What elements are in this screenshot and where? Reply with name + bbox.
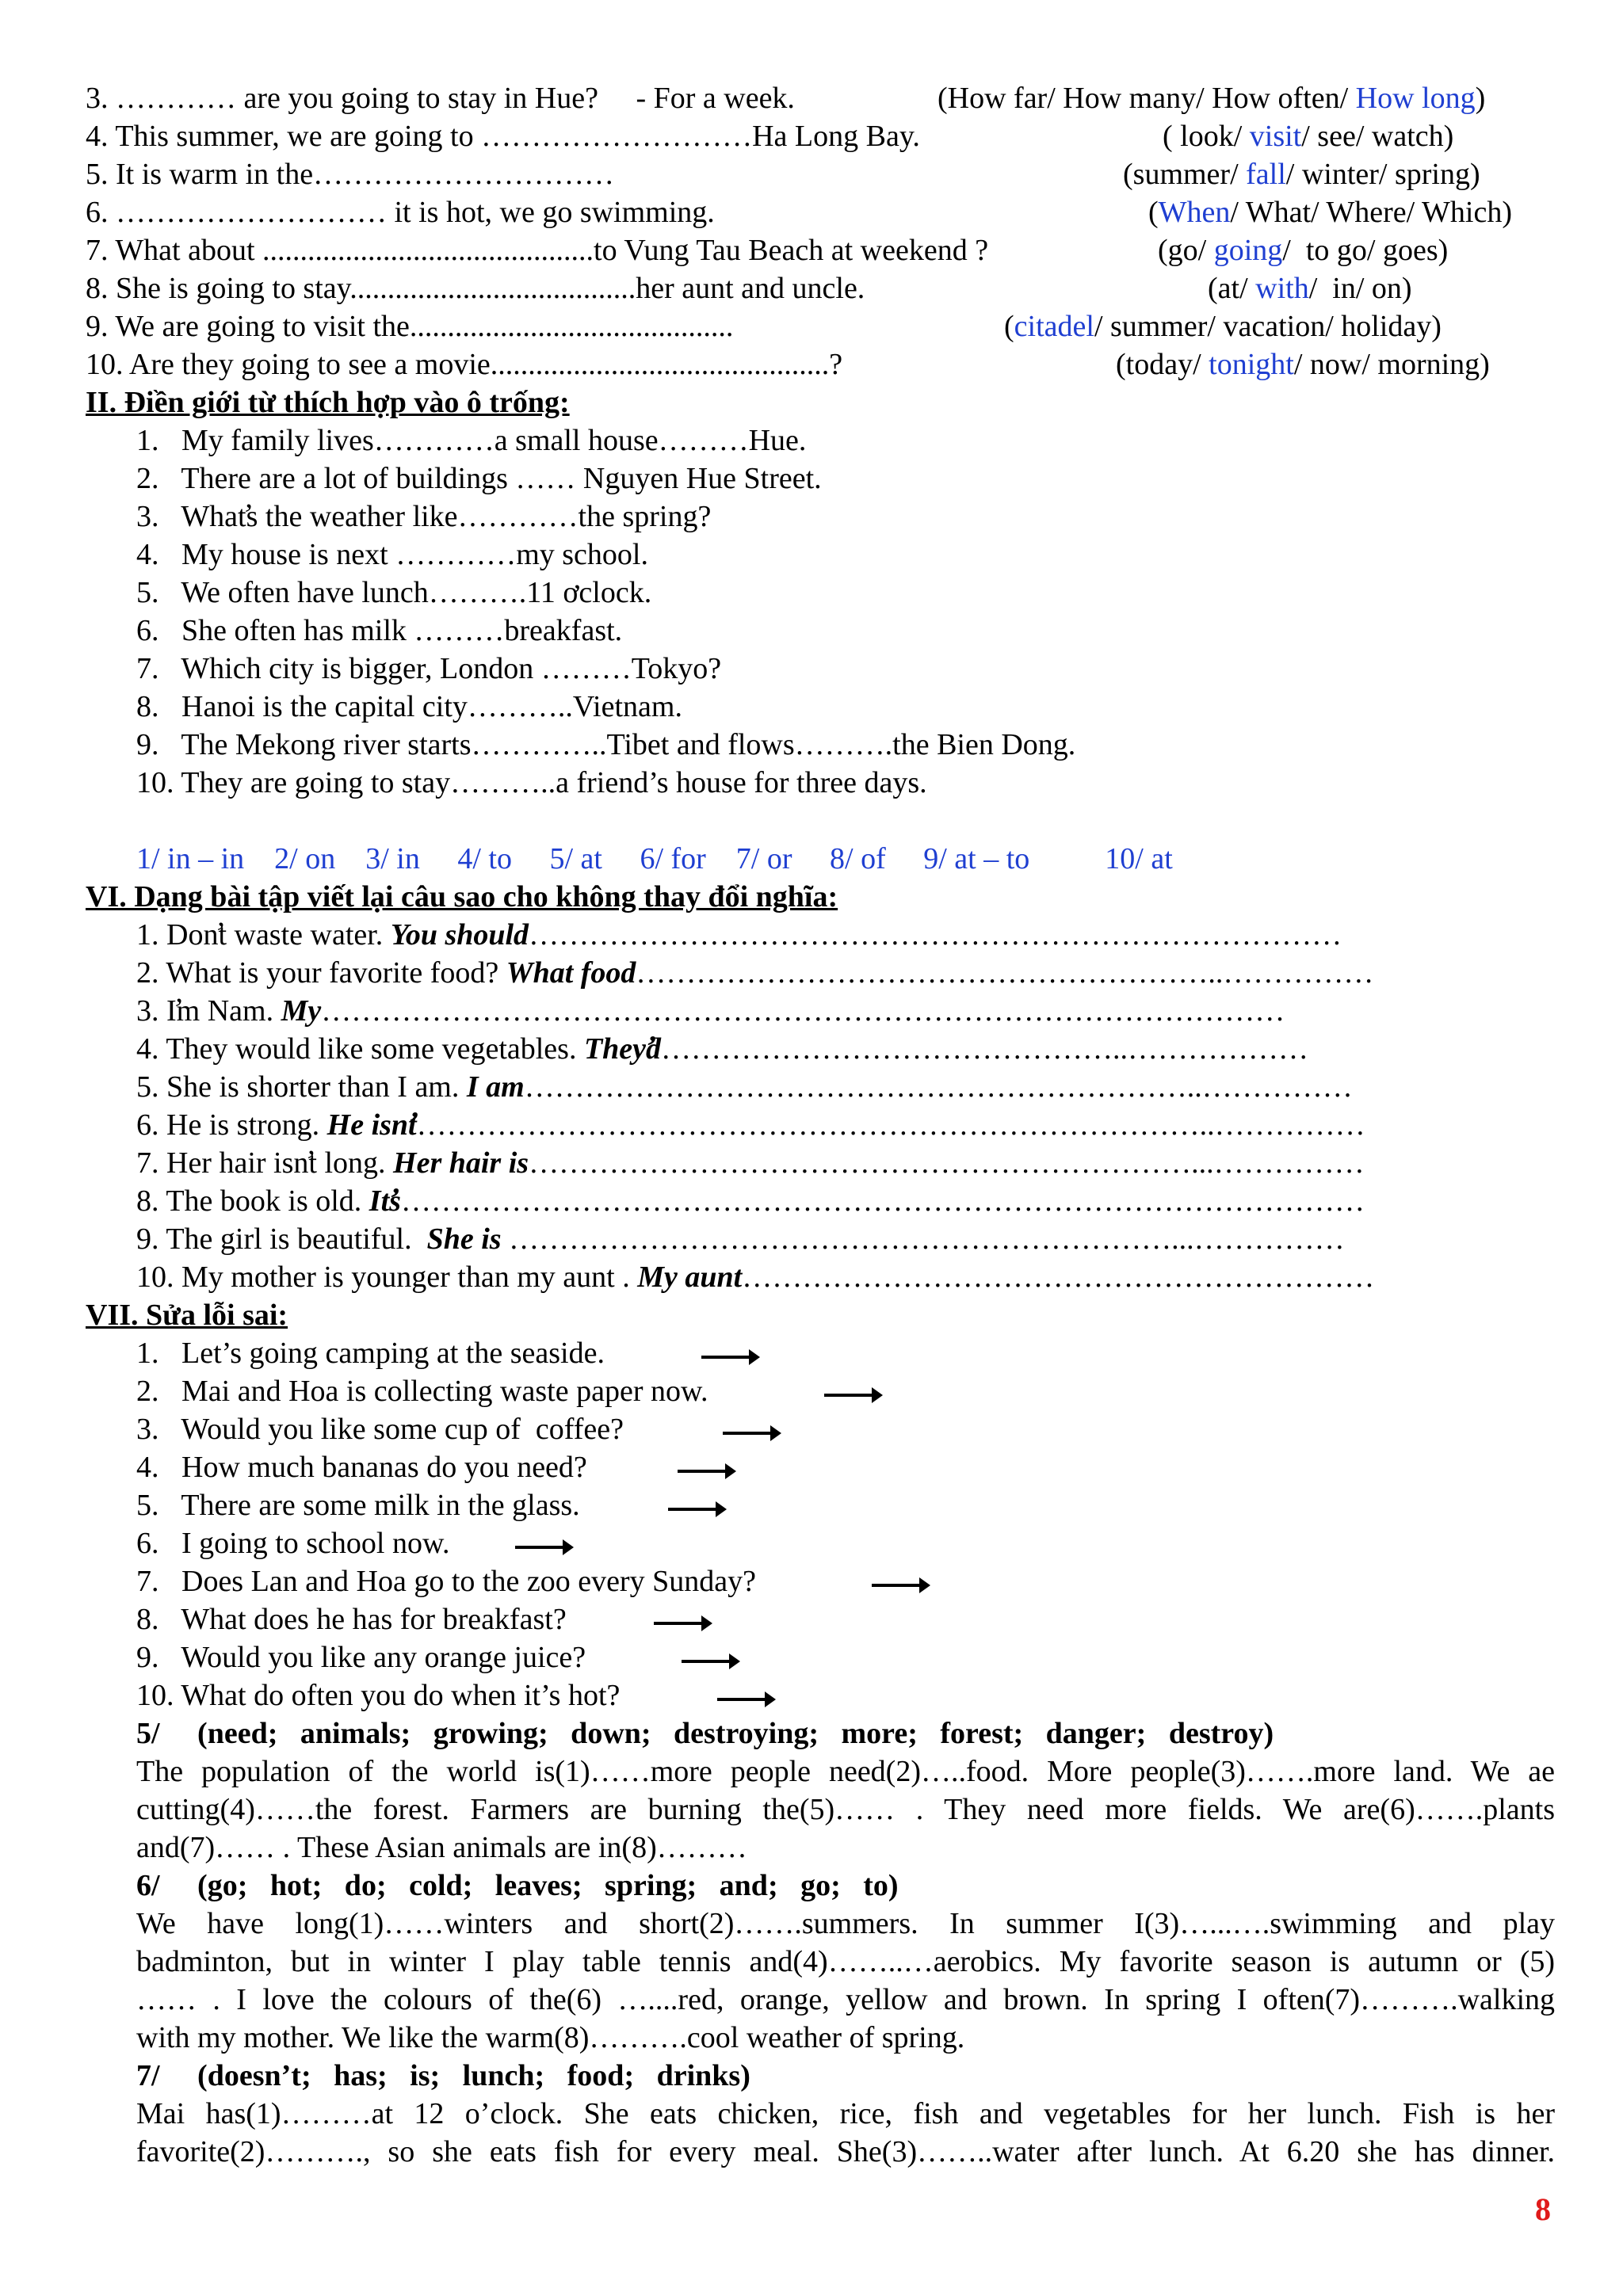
section2-heading: II. Điền giới từ thích hợp vào ô trống: xyxy=(86,386,570,419)
arrow-icon xyxy=(515,1546,571,1549)
rewrite-item: 9. The girl is beautiful. She is …………………………………………………………...…………… xyxy=(136,1222,1345,1256)
q5-text: 5. It is warm in the………………………… xyxy=(86,158,615,191)
section2-item: 10. They are going to stay………..a friend’s house for three days. xyxy=(136,766,927,799)
q3-options: (How far/ How many/ How often/ How long) xyxy=(938,82,1486,115)
q4-text: 4. This summer, we are going to ………………………Ha Long Bay. xyxy=(86,120,920,153)
q9-text: 9. We are going to visit the........................................... xyxy=(86,310,734,343)
q7-options: (go/ going/ to go/ goes) xyxy=(1158,234,1449,267)
section2-item: 5. We often have lunch……….11 ơclock. xyxy=(136,576,652,609)
q7-text: 7. What about ............................................to Vung Tau Beach at weekend ? xyxy=(86,234,989,267)
ex5-line: The population of the world is(1)……more people need(2)…..food. More people(3)…….more land. We ae xyxy=(136,1755,1555,1788)
section2-item: 1. My family lives…………a small house………Hue. xyxy=(136,424,807,457)
error-item: 3. Would you like some cup of coffee? xyxy=(136,1413,624,1446)
q3-answer: How long xyxy=(1355,82,1476,115)
rewrite-item: 1. Don̛t waste water. You should……………………………………………………………………… xyxy=(136,918,1342,952)
rewrite-item: 6. He is strong. He isn̛t……………………………………………………………………..…………… xyxy=(136,1108,1365,1142)
rewrite-item: 10. My mother is younger than my aunt . My aunt……………………………………………………… xyxy=(136,1261,1375,1294)
section2-answers: 1/ in – in 2/ on 3/ in 4/ to 5/ at 6/ for 7/ or 8/ of 9/ at – to 10/ at xyxy=(136,842,1173,875)
error-item: 6. I going to school now. xyxy=(136,1527,450,1560)
arrow-icon xyxy=(668,1508,724,1511)
arrow-icon xyxy=(824,1394,880,1397)
q4-answer: visit xyxy=(1249,120,1302,153)
section2-item: 7. Which city is bigger, London ………Tokyo? xyxy=(136,652,722,685)
ex6-line: We have long(1)……winters and short(2)…….summers. In summer I(3)…...….swimming and play xyxy=(136,1907,1555,1940)
arrow-icon xyxy=(723,1432,778,1435)
q3-text: 3. ………… are you going to stay in Hue? - For a week. xyxy=(86,82,795,115)
section7-heading: VII. Sửa lỗi sai: xyxy=(86,1299,288,1332)
error-item: 4. How much bananas do you need? xyxy=(136,1451,587,1484)
error-item: 10. What do often you do when it’s hot? xyxy=(136,1679,621,1712)
q10-answer: tonight xyxy=(1209,348,1294,381)
q8-text: 8. She is going to stay......................................her aunt and uncle. xyxy=(86,272,865,305)
q6-options: (When/ What/ Where/ Which) xyxy=(1148,196,1512,229)
rewrite-item: 8. The book is old. It̛s…………………………………………………………………………………… xyxy=(136,1184,1365,1218)
q7-answer: going xyxy=(1213,234,1283,267)
ex5-line: and(7)…… . These Asian animals are in(8)……… xyxy=(136,1831,747,1864)
arrow-icon xyxy=(678,1470,733,1473)
error-item: 2. Mai and Hoa is collecting waste paper now. xyxy=(136,1375,708,1408)
q6-text: 6. ……………………… it is hot, we go swimming. xyxy=(86,196,715,229)
rewrite-item: 2. What is your favorite food? What food…………………………………………………..…………… xyxy=(136,956,1374,990)
section2-item: 2. There are a lot of buildings …… Nguyen Hue Street. xyxy=(136,462,822,495)
section2-item: 3. What̛s the weather like…………the spring? xyxy=(136,500,712,533)
ex6-line: with my mother. We like the warm(8)……….cool weather of spring. xyxy=(136,2021,965,2054)
error-item: 5. There are some milk in the glass. xyxy=(136,1489,580,1522)
ex7-line: favorite(2)………., so she eats fish for every meal. She(3)……..water after lunch. At 6.20 she has dinner. xyxy=(136,2135,1555,2168)
q10-options: (today/ tonight/ now/ morning) xyxy=(1116,348,1490,381)
section2-item: 9. The Mekong river starts…………..Tibet and flows……….the Bien Dong. xyxy=(136,728,1076,761)
section2-item: 8. Hanoi is the capital city………..Vietnam. xyxy=(136,690,682,723)
section2-item: 4. My house is next …………my school. xyxy=(136,538,648,571)
ex6-line: …… . I love the colours of the(6) …....red, orange, yellow and brown. In spring I often(7)……….walking xyxy=(136,1983,1555,2016)
error-item: 7. Does Lan and Hoa go to the zoo every Sunday? xyxy=(136,1565,756,1598)
error-item: 1. Let’s going camping at the seaside. xyxy=(136,1337,605,1370)
ex6-line: badminton, but in winter I play table tennis and(4)……..…aerobics. My favorite season is autumn or (5) xyxy=(136,1945,1555,1978)
q8-answer: with xyxy=(1255,272,1309,305)
rewrite-item: 7. Her hair isn̛t long. Her hair is…………………………………………………………...…………… xyxy=(136,1146,1365,1180)
arrow-icon xyxy=(717,1698,773,1701)
q9-options: (citadel/ summer/ vacation/ holiday) xyxy=(1004,310,1442,343)
q5-options: (summer/ fall/ winter/ spring) xyxy=(1123,158,1480,191)
error-item: 8. What does he has for breakfast? xyxy=(136,1603,567,1636)
error-item: 9. Would you like any orange juice? xyxy=(136,1641,586,1674)
rewrite-item: 3. I̛m Nam. My…………………………………………………………………………………… xyxy=(136,994,1285,1028)
ex5-words: 5/ (need; animals; growing; down; destroying; more; forest; danger; destroy) xyxy=(136,1717,1274,1750)
ex5-line: cutting(4)……the forest. Farmers are burning the(5)…… . They need more fields. We are(6)…….plants xyxy=(136,1793,1555,1826)
q4-options: ( look/ visit/ see/ watch) xyxy=(1163,120,1454,153)
section6-heading: VI. Dạng bài tập viết lại câu sao cho không thay đổi nghĩa: xyxy=(86,880,838,913)
q6-answer: When xyxy=(1158,196,1231,229)
ex7-line: Mai has(1)………at 12 o’clock. She eats chicken, rice, fish and vegetables for her lunch. Fish is her xyxy=(136,2097,1555,2130)
arrow-icon xyxy=(872,1584,927,1587)
arrow-icon xyxy=(654,1622,709,1625)
ex7-words: 7/ (doesn’t; has; is; lunch; food; drinks) xyxy=(136,2059,750,2092)
q10-text: 10. Are they going to see a movie.............................................? xyxy=(86,348,843,381)
rewrite-item: 5. She is shorter than I am. I am…………………………………………………………..…………… xyxy=(136,1070,1353,1104)
ex6-words: 6/ (go; hot; do; cold; leaves; spring; and; go; to) xyxy=(136,1869,899,1902)
arrow-icon xyxy=(682,1660,737,1663)
q5-answer: fall xyxy=(1246,158,1286,191)
section2-item: 6. She often has milk ………breakfast. xyxy=(136,614,623,647)
arrow-icon xyxy=(701,1356,757,1359)
page-number: 8 xyxy=(1535,2191,1551,2227)
q9-answer: citadel xyxy=(1014,310,1094,343)
rewrite-item: 4. They would like some vegetables. They̛d………………………………………..……………… xyxy=(136,1032,1309,1066)
q8-options: (at/ with/ in/ on) xyxy=(1208,272,1412,305)
